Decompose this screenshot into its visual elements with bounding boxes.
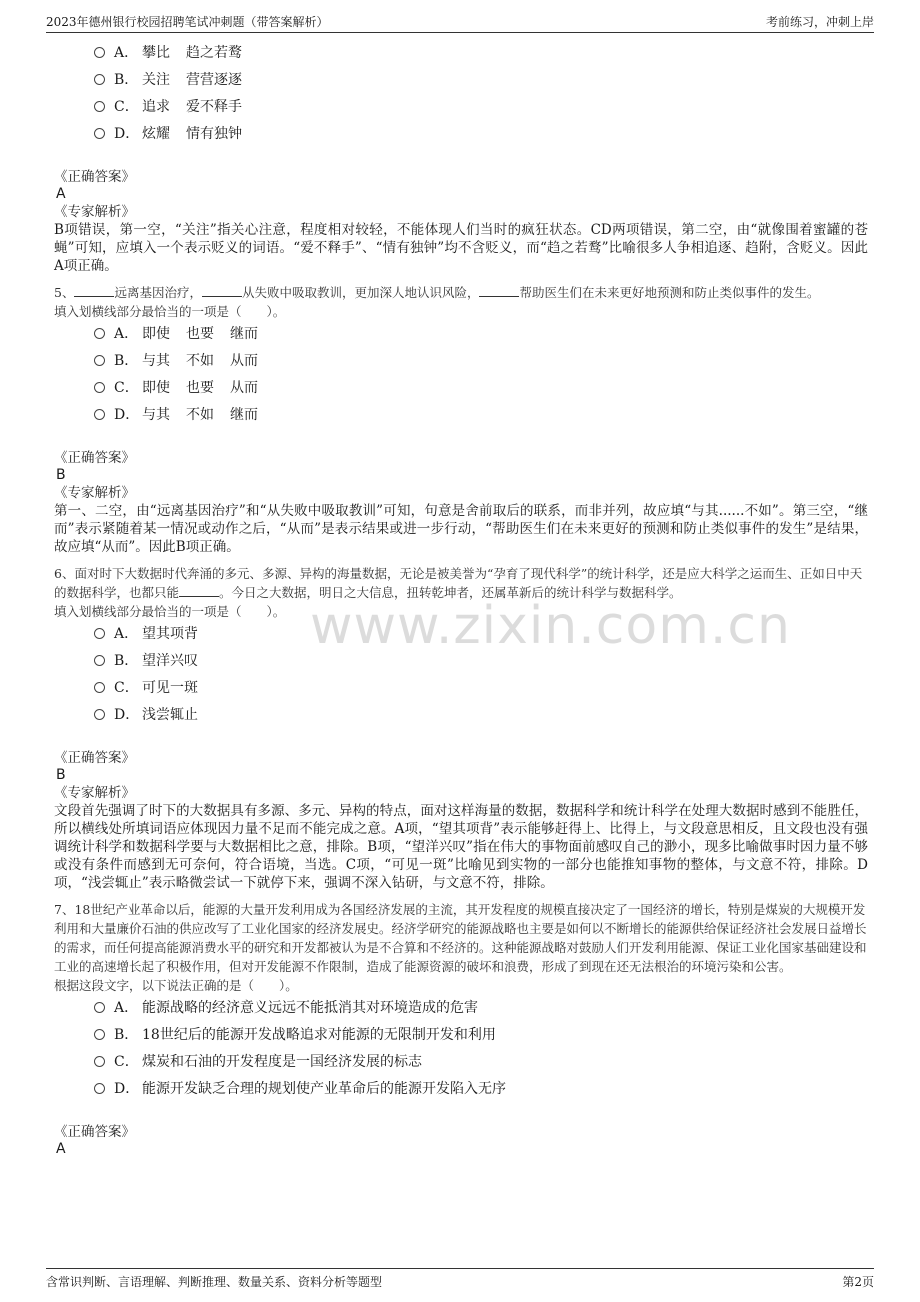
answer-label: 《正确答案》 <box>54 750 135 766</box>
q4-option-b[interactable]: B． 关注 营营逐逐 <box>94 67 868 94</box>
answer-label: 《正确答案》 <box>54 1124 135 1140</box>
radio-icon[interactable] <box>94 101 105 112</box>
radio-icon[interactable] <box>94 709 105 720</box>
question-prompt: 根据这段文字，以下说法正确的是（ ）。 <box>54 978 298 993</box>
radio-icon[interactable] <box>94 409 105 420</box>
watermark: www.zixin.com.cn <box>310 596 791 656</box>
radio-icon[interactable] <box>94 47 105 58</box>
analysis-label: 《专家解析》 <box>54 785 135 801</box>
q6-option-a[interactable]: A． 望其项背 <box>94 621 868 648</box>
q7-option-a[interactable]: A． 能源战略的经济意义远远不能抵消其对环境造成的危害 <box>94 995 868 1022</box>
radio-icon[interactable] <box>94 1029 105 1040</box>
radio-icon[interactable] <box>94 1083 105 1094</box>
question-7: 7、18世纪产业革命以后，能源的大量开发利用成为各国经济发展的主流，其开发程度的规模直接决定了一国经济的增长，特别是煤炭的大规模开发利用和大量廉价石油的供应改写了工业化国家的经济发展史。经济学研究的能源战略也主要是如何以不断增长的能源供给保证经济社会发展日益增长的需求，而任何提高能源消费水平的研究和开发都被认为是不合算和不经济的。这种能源战略对鼓励人们开发利用能源、保证工业化国家基础建设和工业的高速增长起了积极作用，但对开发能源不作限制，造成了能源资源的破坏和浪费，形成了到现在还无法根治的环境污染和公害。 根据这段文字，以下说法正确的是（ ）。 <box>54 902 867 993</box>
blank <box>202 284 242 297</box>
q5-option-b[interactable]: B． 与其 不如 从而 <box>94 348 868 375</box>
question-5: 5、 远离基因治疗， 从失败中吸取教训，更加深人地认识风险， 帮助医生们在未来更好地预测和防止类似事件的发生。 填入划横线部分最恰当的一项是（ ）。 <box>54 283 868 321</box>
analysis-label: 《专家解析》 <box>54 485 135 501</box>
radio-icon[interactable] <box>94 74 105 85</box>
document-title: 2023年德州银行校园招聘笔试冲刺题（带答案解析） <box>46 15 329 29</box>
header-slogan: 考前练习，冲刺上岸 <box>765 15 874 29</box>
document-body <box>54 40 868 1158</box>
q4-option-c[interactable]: C． 追求 爱不释手 <box>94 94 868 121</box>
answer-value: A <box>56 1141 66 1157</box>
page-footer <box>46 1268 874 1295</box>
q6-option-d[interactable]: D． 浅尝辄止 <box>94 702 868 729</box>
analysis-text: B项错误，第一空，“关注”指关心注意，程度相对较轻，不能体现人们当时的疯狂状态。CD两项错误，第二空，由“就像围着蜜罐的苍蝇”可知，应填入一个表示贬义的词语。“爱不释手”、“情有独钟”均不含贬义，而“趋之若鹜”比喻很多人争相追逐、趋附，含贬义。因此A项正确。 <box>54 222 868 274</box>
answer-value: A <box>56 186 66 202</box>
q6-option-c[interactable]: C． 可见一斑 <box>94 675 868 702</box>
answer-label: 《正确答案》 <box>54 169 135 185</box>
radio-icon[interactable] <box>94 655 105 666</box>
q5-option-a[interactable]: A． 即使 也要 继而 <box>94 321 868 348</box>
q5-option-c[interactable]: C． 即使 也要 从而 <box>94 375 868 402</box>
radio-icon[interactable] <box>94 382 105 393</box>
radio-icon[interactable] <box>94 328 105 339</box>
footer-categories: 含常识判断、言语理解、判断推理、数量关系、资料分析等题型 <box>46 1275 383 1289</box>
answer-label: 《正确答案》 <box>54 450 135 466</box>
q7-options <box>54 995 868 1103</box>
page-header <box>46 10 874 33</box>
radio-icon[interactable] <box>94 355 105 366</box>
q4-option-d[interactable]: D． 炫耀 情有独钟 <box>94 121 868 148</box>
question-prompt: 填入划横线部分最恰当的一项是（ ）。 <box>54 304 286 319</box>
blank <box>74 284 114 297</box>
question-6: 6、面对时下大数据时代奔涌的多元、多源、异构的海量数据，无论是被美誉为“孕育了现代科学”的统计科学，还是应大科学之运而生、正如日中天的数据科学，也都只能 。今日之大数据，明日之大信息，扭转乾坤者，还属革新后的统计科学与数据科学。 填入划横线部分最恰当的一项是（ ）。 <box>54 564 868 621</box>
q7-option-b[interactable]: B． 18世纪后的能源开发战略追求对能源的无限制开发和利用 <box>94 1022 868 1049</box>
radio-icon[interactable] <box>94 1056 105 1067</box>
radio-icon[interactable] <box>94 682 105 693</box>
question-prompt: 填入划横线部分最恰当的一项是（ ）。 <box>54 604 286 619</box>
answer-value: B <box>56 467 66 483</box>
blank <box>179 584 219 597</box>
q4-option-a[interactable]: A． 攀比 趋之若鹜 <box>94 40 868 67</box>
q5-options <box>54 321 868 429</box>
analysis-text: 文段首先强调了时下的大数据具有多源、多元、异构的特点，面对这样海量的数据，数据科学和统计科学在处理大数据时感到不能胜任，所以横线处所填词语应体现因力量不足而不能完成之意。A项，“望其项背”表示能够赶得上、比得上，与文段意思相反，且文段也没有强调统计科学和数据科学要与大数据相比之意，排除。B项，“望洋兴叹”指在伟大的事物面前感叹自己的渺小，现多比喻做事时因力量不够或没有条件而感到无可奈何，符合语境，当选。C项，“可见一斑”比喻见到实物的一部分也能推知事物的整体，与文意不符，排除。D项，“浅尝辄止”表示略微尝试一下就停下来，强调不深入钻研，与文意不符，排除。 <box>54 803 868 891</box>
radio-icon[interactable] <box>94 628 105 639</box>
q5-option-d[interactable]: D． 与其 不如 继而 <box>94 402 868 429</box>
analysis-label: 《专家解析》 <box>54 204 135 220</box>
q7-option-d[interactable]: D． 能源开发缺乏合理的规划使产业革命后的能源开发陷入无序 <box>94 1076 868 1103</box>
q7-option-c[interactable]: C． 煤炭和石油的开发程度是一国经济发展的标志 <box>94 1049 868 1076</box>
radio-icon[interactable] <box>94 1002 105 1013</box>
q6-option-b[interactable]: B． 望洋兴叹 <box>94 648 868 675</box>
answer-value: B <box>56 767 66 783</box>
q6-options <box>54 621 868 729</box>
radio-icon[interactable] <box>94 128 105 139</box>
blank <box>479 284 519 297</box>
analysis-text: 第一、二空，由“远离基因治疗”和“从失败中吸取教训”可知，句意是舍前取后的联系，而非并列，故应填“与其......不如”。第三空，“继而”表示紧随着某一情况或动作之后，“从而”是表示结果或进一步行动，“帮助医生们在未来更好的预测和防止类似事件的发生”是结果，故应填“从而”。因此B项正确。 <box>54 503 868 555</box>
page-number: 第2页 <box>842 1275 874 1289</box>
q4-options <box>54 40 868 148</box>
